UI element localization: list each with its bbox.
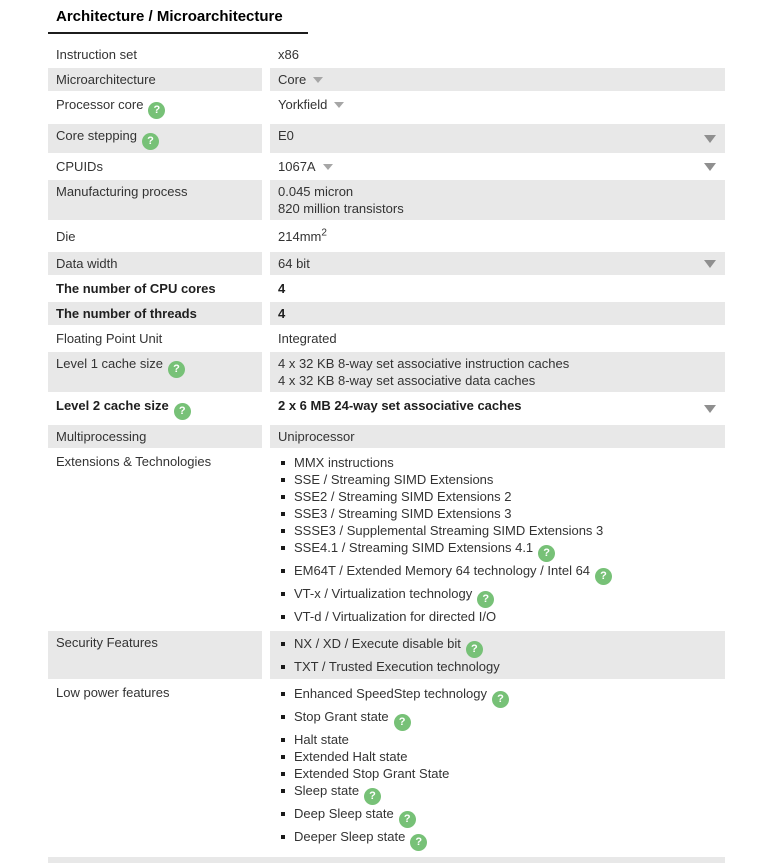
column-gap	[262, 68, 270, 91]
spec-label	[48, 155, 262, 178]
spec-value-line: 820 million transistors	[278, 201, 404, 216]
feature-item	[278, 454, 717, 471]
feature-item-text: EM64T / Extended Memory 64 technology / Intel 64	[294, 563, 591, 578]
feature-item	[278, 731, 717, 748]
spec-label-text: Level 2 cache size	[56, 398, 169, 413]
help-icon[interactable]	[174, 403, 191, 420]
spec-value	[270, 631, 725, 679]
spec-value-text: 4	[278, 306, 286, 321]
spec-label	[48, 302, 262, 325]
spec-value	[270, 93, 725, 122]
spec-value-text: Core	[278, 72, 307, 87]
feature-list	[278, 684, 717, 852]
column-gap	[262, 327, 270, 350]
spec-label-text: Die	[56, 229, 76, 244]
feature-item-text: Halt state	[294, 732, 349, 747]
spec-value	[270, 222, 725, 250]
help-icon[interactable]	[595, 568, 612, 585]
feature-item	[278, 471, 717, 488]
spec-row-l2-cache	[48, 394, 725, 423]
feature-item	[278, 585, 717, 608]
spec-label	[48, 124, 262, 153]
column-gap	[262, 631, 270, 679]
spec-label-text: Low power features	[56, 685, 170, 700]
feature-item-text: SSE / Streaming SIMD Extensions	[294, 472, 494, 487]
column-gap	[262, 252, 270, 275]
feature-item-text: Deeper Sleep state	[294, 829, 406, 844]
bullet-icon	[281, 835, 285, 839]
spec-label-text: The number of threads	[56, 306, 197, 321]
help-icon[interactable]	[399, 811, 416, 828]
spec-label-text: Instruction set	[56, 47, 137, 62]
spec-label-text: Core stepping	[56, 128, 137, 143]
spec-label-text: The number of CPU cores	[56, 281, 216, 296]
feature-item-text: SSSE3 / Supplemental Streaming SIMD Extensions 3	[294, 523, 604, 538]
bullet-icon	[281, 642, 285, 646]
spec-value	[270, 394, 725, 423]
bullet-icon	[281, 615, 285, 619]
spec-label	[48, 631, 262, 679]
feature-item-text: SSE4.1 / Streaming SIMD Extensions 4.1	[294, 540, 534, 555]
spec-value	[270, 302, 725, 325]
bullet-icon	[281, 715, 285, 719]
feature-item	[278, 539, 717, 562]
help-icon[interactable]	[477, 591, 494, 608]
spec-value	[270, 180, 725, 220]
column-gap	[262, 277, 270, 300]
spec-label-text: Microarchitecture	[56, 72, 156, 87]
spec-label-text: Multiprocessing	[56, 429, 147, 444]
spec-value	[270, 155, 725, 178]
spec-label	[48, 68, 262, 91]
feature-list	[278, 634, 717, 676]
bullet-icon	[281, 755, 285, 759]
spec-value-text: 1067A	[278, 159, 316, 174]
bullet-icon	[281, 546, 285, 550]
spec-row-security-features	[48, 631, 725, 679]
feature-item	[278, 748, 717, 765]
feature-item-text: NX / XD / Execute disable bit	[294, 636, 461, 651]
page-title: Architecture / Microarchitecture	[48, 6, 308, 34]
spec-row-cpu-cores	[48, 277, 725, 300]
help-icon[interactable]	[364, 788, 381, 805]
spec-row-partial	[48, 857, 725, 863]
spec-row-threads	[48, 302, 725, 325]
spec-label-text: Floating Point Unit	[56, 331, 163, 346]
spec-value-text: 214mm	[278, 229, 322, 244]
feature-item-text: Sleep state	[294, 783, 360, 798]
help-icon[interactable]	[142, 133, 159, 150]
spec-label-text: Processor core	[56, 97, 144, 112]
spec-value	[270, 425, 725, 448]
spec-row-data-width	[48, 252, 725, 275]
spec-row-l1-cache	[48, 352, 725, 392]
spec-value-text: Uniprocessor	[278, 429, 355, 444]
spec-value	[270, 450, 725, 629]
bullet-icon	[281, 495, 285, 499]
spec-value-text: 4	[278, 281, 286, 296]
spec-value-line: 4 x 32 KB 8-way set associative instruction caches	[278, 356, 570, 371]
spec-row-core-stepping	[48, 124, 725, 153]
feature-item	[278, 635, 717, 658]
column-gap	[262, 124, 270, 153]
feature-item-text: MMX instructions	[294, 455, 394, 470]
spec-label	[48, 252, 262, 275]
feature-item	[278, 828, 717, 851]
spec-value-line: 0.045 micron	[278, 184, 354, 199]
spec-label	[48, 394, 262, 423]
expand-row-arrow-icon[interactable]	[704, 260, 716, 268]
spec-row-fpu	[48, 327, 725, 350]
dropdown-arrow-icon[interactable]	[313, 77, 323, 83]
feature-item	[278, 765, 717, 782]
spec-value	[270, 327, 725, 350]
help-icon[interactable]	[466, 641, 483, 658]
feature-item-text: SSE2 / Streaming SIMD Extensions 2	[294, 489, 512, 504]
spec-value	[270, 352, 725, 392]
spec-label	[48, 352, 262, 392]
feature-item-text: Enhanced SpeedStep technology	[294, 686, 487, 701]
spec-value-superscript: 2	[321, 227, 327, 239]
bullet-icon	[281, 478, 285, 482]
spec-value	[270, 681, 725, 855]
spec-label	[48, 222, 262, 250]
column-gap	[262, 302, 270, 325]
spec-label-text: CPUIDs	[56, 159, 103, 174]
column-gap	[262, 681, 270, 855]
column-gap	[262, 352, 270, 392]
feature-item	[278, 505, 717, 522]
spec-label	[48, 277, 262, 300]
spec-value-line: 4 x 32 KB 8-way set associative data caches	[278, 373, 536, 388]
bullet-icon	[281, 738, 285, 742]
help-icon[interactable]	[148, 102, 165, 119]
dropdown-arrow-icon[interactable]	[334, 102, 344, 108]
column-gap	[262, 425, 270, 448]
help-icon[interactable]	[394, 714, 411, 731]
bullet-icon	[281, 569, 285, 573]
spec-value-text: E0	[278, 128, 294, 143]
feature-item-text: VT-d / Virtualization for directed I/O	[294, 609, 497, 624]
spec-row-manufacturing-process	[48, 180, 725, 220]
bullet-icon	[281, 592, 285, 596]
feature-item	[278, 782, 717, 805]
bullet-icon	[281, 789, 285, 793]
column-gap	[262, 450, 270, 629]
feature-item-text: Extended Stop Grant State	[294, 766, 450, 781]
feature-item	[278, 685, 717, 708]
spec-row-instruction-set	[48, 43, 725, 66]
spec-value-text: Yorkfield	[278, 97, 328, 112]
expand-row-arrow-icon[interactable]	[704, 135, 716, 143]
column-gap	[262, 93, 270, 122]
bullet-icon	[281, 665, 285, 669]
help-icon[interactable]	[168, 361, 185, 378]
spec-row-low-power-features	[48, 681, 725, 855]
spec-value	[270, 68, 725, 91]
spec-label-text: Level 1 cache size	[56, 356, 163, 371]
spec-label-text: Security Features	[56, 635, 158, 650]
feature-item	[278, 488, 717, 505]
spec-value-text: Integrated	[278, 331, 337, 346]
spec-row-extensions	[48, 450, 725, 629]
spec-value-text: 2 x 6 MB 24-way set associative caches	[278, 398, 522, 413]
feature-item	[278, 522, 717, 539]
bullet-icon	[281, 529, 285, 533]
dropdown-arrow-icon[interactable]	[323, 164, 333, 170]
expand-row-arrow-icon[interactable]	[704, 163, 716, 171]
feature-item	[278, 658, 717, 675]
spec-label-text: Manufacturing process	[56, 184, 188, 199]
bullet-icon	[281, 692, 285, 696]
spec-value	[270, 277, 725, 300]
feature-item-text: TXT / Trusted Execution technology	[294, 659, 500, 674]
feature-list	[278, 453, 717, 626]
feature-item	[278, 805, 717, 828]
spec-label	[48, 425, 262, 448]
feature-item	[278, 708, 717, 731]
spec-table	[48, 43, 725, 863]
spec-row-processor-core	[48, 93, 725, 122]
spec-row-die	[48, 222, 725, 250]
spec-value-text: 64 bit	[278, 256, 310, 271]
spec-row-microarchitecture	[48, 68, 725, 91]
spec-label-text: Data width	[56, 256, 118, 271]
column-gap	[262, 43, 270, 66]
spec-value	[270, 124, 725, 153]
spec-value	[270, 252, 725, 275]
bullet-icon	[281, 812, 285, 816]
feature-item	[278, 562, 717, 585]
help-icon[interactable]	[410, 834, 427, 851]
feature-item	[278, 608, 717, 625]
spec-label	[48, 180, 262, 220]
spec-label-text: Extensions & Technologies	[56, 454, 212, 469]
help-icon[interactable]	[492, 691, 509, 708]
spec-label	[48, 43, 262, 66]
feature-item-text: Deep Sleep state	[294, 806, 394, 821]
column-gap	[262, 180, 270, 220]
feature-item-text: Stop Grant state	[294, 709, 389, 724]
spec-label	[48, 93, 262, 122]
spec-label	[48, 327, 262, 350]
spec-row-multiprocessing	[48, 425, 725, 448]
feature-item-text: SSE3 / Streaming SIMD Extensions 3	[294, 506, 512, 521]
bullet-icon	[281, 461, 285, 465]
expand-row-arrow-icon[interactable]	[704, 405, 716, 413]
spec-value-text: x86	[278, 47, 299, 62]
column-gap	[262, 394, 270, 423]
bullet-icon	[281, 512, 285, 516]
column-gap	[262, 222, 270, 250]
spec-label	[48, 681, 262, 855]
bullet-icon	[281, 772, 285, 776]
feature-item-text: VT-x / Virtualization technology	[294, 586, 473, 601]
spec-row-cpuids	[48, 155, 725, 178]
spec-label	[48, 450, 262, 629]
feature-item-text: Extended Halt state	[294, 749, 408, 764]
spec-value	[270, 43, 725, 66]
column-gap	[262, 155, 270, 178]
help-icon[interactable]	[538, 545, 555, 562]
